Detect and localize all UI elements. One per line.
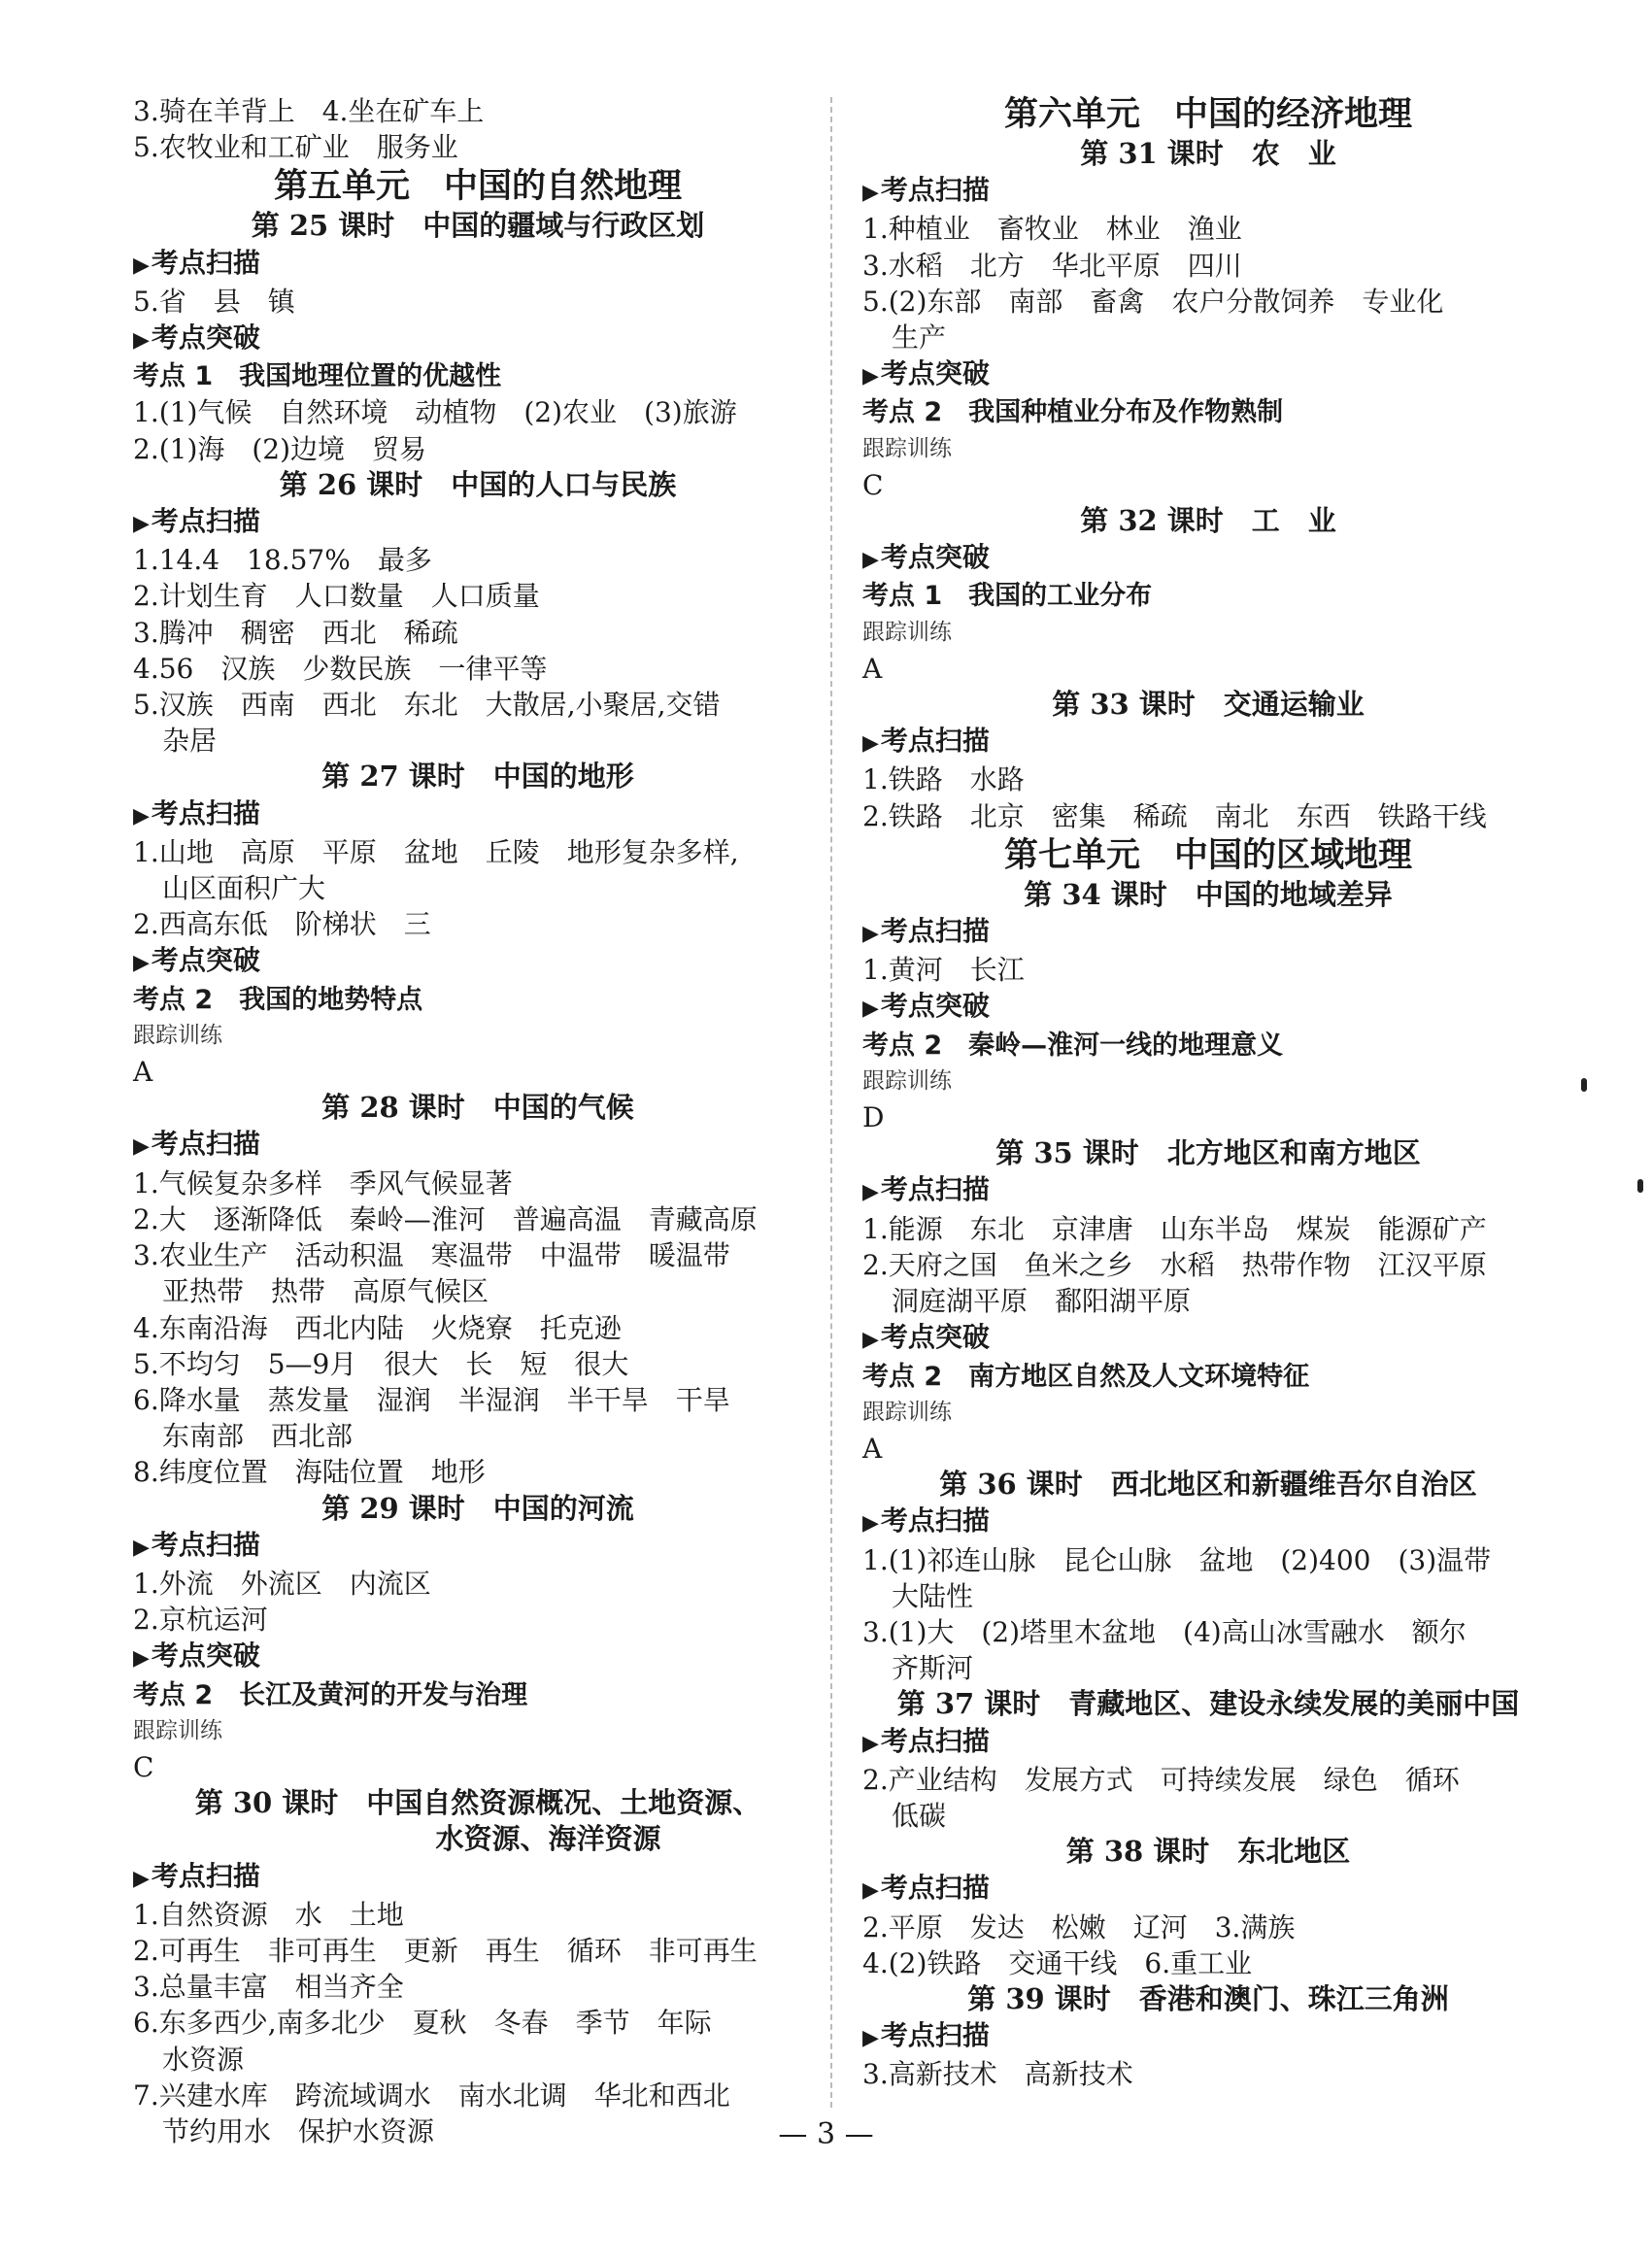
practice-label: 跟踪训练	[862, 1399, 952, 1425]
page-number: — 3 —	[778, 2117, 874, 2151]
answer-line: 5.(2)东部 南部 畜禽 农户分散饲养 专业化	[862, 285, 1444, 318]
lesson-heading: 第 35 课时 北方地区和南方地区	[995, 1136, 1421, 1170]
section-tag: ▶ 考点扫描	[862, 723, 1554, 761]
answer-line: 1.(1)气候 自然环境 动植物 (2)农业 (3)旅游	[133, 396, 737, 429]
answer-line-continued: 水资源	[162, 2043, 245, 2076]
lesson-heading: 第 34 课时 中国的地域差异	[1024, 877, 1393, 911]
lesson-heading: 第 29 课时 中国的河流	[321, 1491, 634, 1525]
section-tag: ▶ 考点扫描	[862, 1503, 1554, 1541]
unit-heading: 第六单元 中国的经济地理	[1003, 94, 1412, 134]
answer-line: 3.总量丰富 相当齐全	[133, 1971, 404, 2004]
answer-line-continued: 亚热带 热带 高原气候区	[162, 1275, 489, 1308]
lesson-heading: 第 38 课时 东北地区	[1065, 1835, 1351, 1869]
answer-line: 3.腾冲 稠密 西北 稀疏	[133, 616, 458, 649]
answer-line: A	[862, 652, 883, 685]
key-point-title: 考点 1 我国地理位置的优越性	[133, 361, 502, 392]
answer-line-continued: 杂居	[162, 725, 218, 758]
key-point-title: 考点 1 我国的工业分布	[862, 581, 1153, 612]
lesson-heading: 水资源、海洋资源	[294, 1822, 661, 1856]
answer-line-continued: 齐斯河	[892, 1652, 974, 1685]
answer-line: 1.黄河 长江	[862, 954, 1025, 987]
answer-line: 5.不均匀 5—9月 很大 长 短 很大	[133, 1347, 629, 1380]
lesson-heading: 第 37 课时 青藏地区、建设永续发展的美丽中国	[896, 1687, 1520, 1721]
answer-line: 5.汉族 西南 西北 东北 大散居,小聚居,交错	[133, 689, 721, 722]
section-tag: ▶ 考点扫描	[862, 2017, 1554, 2056]
section-tag: ▶ 考点扫描	[862, 1723, 1554, 1762]
lesson-heading: 第 26 课时 中国的人口与民族	[279, 467, 677, 501]
answer-line: 1.(1)祁连山脉 昆仑山脉 盆地 (2)400 (3)温带	[862, 1543, 1492, 1576]
section-tag: ▶ 考点突破	[133, 942, 823, 981]
answer-line: 4.(2)铁路 交通干线 6.重工业	[862, 1946, 1253, 1979]
section-tag: ▶ 考点突破	[862, 539, 1554, 578]
practice-label: 跟踪训练	[133, 1022, 222, 1048]
answer-line-continued: 大陆性	[892, 1579, 974, 1612]
answer-line: 2.(1)海 (2)边境 贸易	[133, 432, 427, 465]
answer-line: 2.西高东低 阶梯状 三	[133, 908, 431, 941]
answer-line: 4.56 汉族 少数民族 一律平等	[133, 652, 548, 685]
section-tag: ▶ 考点扫描	[133, 1126, 823, 1165]
answer-line: 6.东多西少,南多北少 夏秋 冬春 季节 年际	[133, 2007, 712, 2040]
answer-line: D	[862, 1101, 885, 1134]
lesson-heading: 第 33 课时 交通运输业	[1052, 688, 1365, 722]
answer-line: 3.(1)大 (2)塔里木盆地 (4)高山冰雪融水 额尔	[862, 1615, 1467, 1648]
section-tag: ▶ 考点扫描	[862, 1171, 1554, 1210]
column-divider	[830, 97, 832, 2108]
answer-line: C	[133, 1750, 154, 1783]
answer-line: 2.大 逐渐降低 秦岭—淮河 普遍高温 青藏高原	[133, 1202, 758, 1235]
answer-line: 2.铁路 北京 密集 稀疏 南北 东西 铁路干线	[862, 799, 1487, 832]
answer-line: 4.东南沿海 西北内陆 火烧寮 托克逊	[133, 1311, 622, 1344]
answer-line-continued: 山区面积广大	[162, 872, 326, 905]
section-tag: ▶ 考点突破	[133, 320, 823, 358]
section-tag: ▶ 考点扫描	[133, 795, 823, 834]
answer-line: 1.气候复杂多样 季风气候显著	[133, 1166, 513, 1200]
section-tag: ▶ 考点突破	[133, 1638, 823, 1676]
key-point-title: 考点 2 我国种植业分布及作物熟制	[862, 397, 1284, 428]
answer-line: 1.铁路 水路	[862, 763, 1025, 796]
answer-line: 1.山地 高原 平原 盆地 丘陵 地形复杂多样,	[133, 835, 739, 868]
answer-line-continued: 生产	[892, 321, 947, 355]
unit-heading: 第五单元 中国的自然地理	[273, 166, 682, 207]
section-tag: ▶ 考点扫描	[862, 913, 1554, 952]
left-column	[133, 93, 823, 2149]
answer-line: 2.计划生育 人口数量 人口质量	[133, 580, 540, 613]
lesson-heading: 第 31 课时 农 业	[1080, 137, 1336, 170]
answer-line: 3.水稻 北方 华北平原 四川	[862, 249, 1242, 282]
answer-line: 2.平原 发达 松嫩 辽河 3.满族	[862, 1910, 1296, 1943]
answer-line: 2.京杭运河	[133, 1604, 268, 1637]
practice-label: 跟踪训练	[133, 1717, 222, 1743]
answer-line: 1.外流 外流区 内流区	[133, 1567, 431, 1600]
answer-line: 7.兴建水库 跨流域调水 南水北调 华北和西北	[133, 2078, 730, 2112]
section-tag: ▶ 考点突破	[862, 355, 1554, 394]
lesson-heading: 第 25 课时 中国的疆域与行政区划	[251, 209, 705, 243]
margin-mark-2	[1637, 1179, 1643, 1193]
key-point-title: 考点 2 南方地区自然及人文环境特征	[862, 1361, 1310, 1392]
lesson-heading: 第 27 课时 中国的地形	[321, 760, 634, 794]
key-point-title: 考点 2 秦岭—淮河一线的地理意义	[862, 1030, 1284, 1061]
answer-line: 1.种植业 畜牧业 林业 渔业	[862, 213, 1242, 246]
section-tag: ▶ 考点扫描	[133, 245, 823, 284]
section-tag: ▶ 考点扫描	[133, 1858, 823, 1897]
key-point-title: 考点 2 长江及黄河的开发与治理	[133, 1679, 528, 1710]
lesson-heading: 第 36 课时 西北地区和新疆维吾尔自治区	[939, 1468, 1477, 1502]
answer-line: 1.能源 东北 京津唐 山东半岛 煤炭 能源矿产	[862, 1212, 1487, 1245]
answer-line: A	[133, 1056, 153, 1089]
lesson-heading: 第 32 课时 工 业	[1080, 504, 1336, 538]
section-tag: ▶ 考点突破	[862, 988, 1554, 1027]
answer-line-continued: 东南部 西北部	[162, 1420, 354, 1453]
answer-line: 3.高新技术 高新技术	[862, 2058, 1133, 2091]
practice-label: 跟踪训练	[862, 435, 952, 461]
section-tag: ▶ 考点扫描	[862, 172, 1554, 211]
answer-line: 5.省 县 镇	[133, 285, 295, 318]
right-column	[862, 93, 1554, 2093]
key-point-title: 考点 2 我国的地势特点	[133, 984, 423, 1015]
section-tag: ▶ 考点扫描	[862, 1870, 1554, 1909]
answer-line: 8.纬度位置 海陆位置 地形	[133, 1456, 486, 1489]
answer-line-continued: 低碳	[892, 1799, 947, 1832]
unit-heading: 第七单元 中国的区域地理	[1003, 834, 1412, 875]
lesson-heading: 第 30 课时 中国自然资源概况、土地资源、	[194, 1786, 761, 1820]
answer-line: 2.天府之国 鱼米之乡 水稻 热带作物 江汉平原	[862, 1248, 1487, 1281]
answer-line: C	[862, 468, 884, 501]
section-tag: ▶ 考点扫描	[133, 503, 823, 542]
answer-line: 1.自然资源 水 土地	[133, 1898, 404, 1931]
section-tag: ▶ 考点突破	[862, 1319, 1554, 1358]
lesson-heading: 第 39 课时 香港和澳门、珠江三角洲	[967, 1981, 1449, 2015]
margin-mark-1	[1581, 1078, 1587, 1092]
practice-label: 跟踪训练	[862, 1067, 952, 1094]
answer-line-continued: 洞庭湖平原 鄱阳湖平原	[892, 1285, 1192, 1318]
answer-line: 3.骑在羊背上 4.坐在矿车上	[133, 95, 485, 127]
answer-line: 3.农业生产 活动积温 寒温带 中温带 暖温带	[133, 1239, 730, 1272]
answer-line-continued: 节约用水 保护水资源	[162, 2114, 435, 2147]
practice-label: 跟踪训练	[862, 619, 952, 645]
answer-line: 6.降水量 蒸发量 湿润 半湿润 半干旱 干旱	[133, 1383, 730, 1416]
section-tag: ▶ 考点扫描	[133, 1527, 823, 1566]
answer-line: 1.14.4 18.57% 最多	[133, 544, 432, 577]
answer-line: 5.农牧业和工矿业 服务业	[133, 131, 458, 164]
lesson-heading: 第 28 课时 中国的气候	[321, 1091, 634, 1125]
answer-line: 2.可再生 非可再生 更新 再生 循环 非可再生	[133, 1934, 758, 1967]
answer-line: 2.产业结构 发展方式 可持续发展 绿色 循环	[862, 1763, 1460, 1796]
answer-line: A	[862, 1432, 883, 1465]
